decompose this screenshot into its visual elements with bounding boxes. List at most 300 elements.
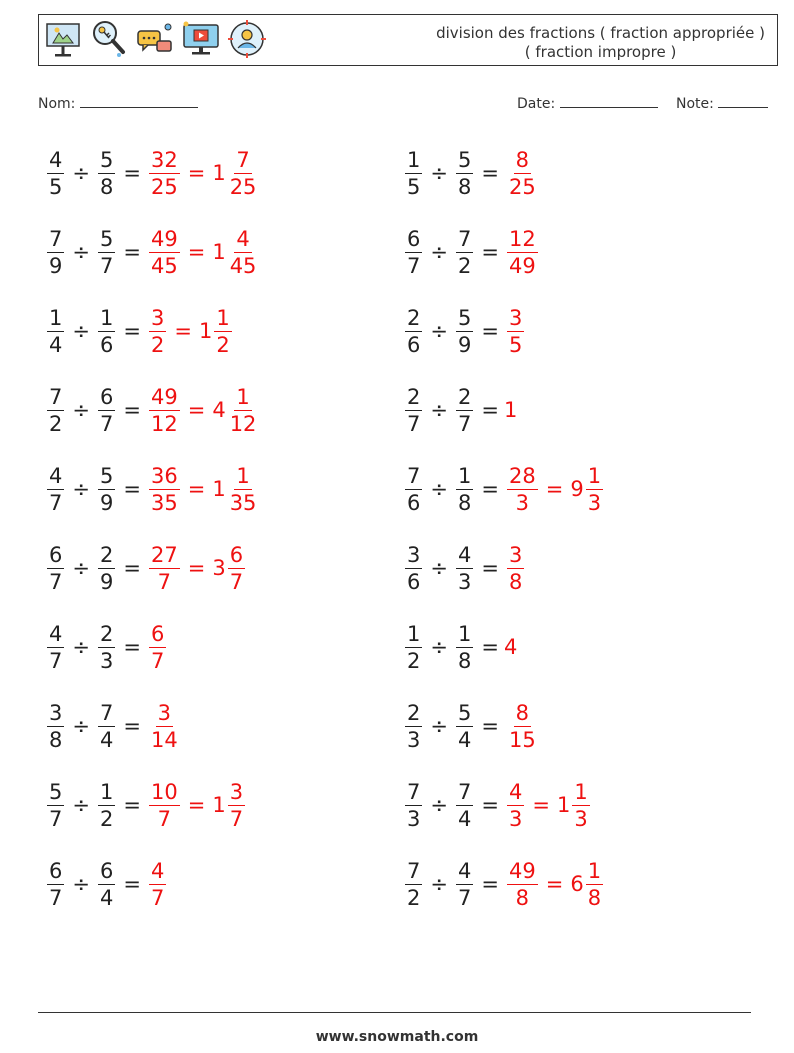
mixed-fraction-denominator: 7 (229, 806, 244, 831)
dividend-fraction-numerator: 7 (49, 384, 63, 409)
name-label: Nom: (38, 96, 76, 112)
magnifier-key-icon (89, 19, 129, 59)
dividend-fraction (405, 226, 422, 279)
answer-improper-fraction (507, 226, 538, 279)
divisor-fraction (98, 384, 115, 437)
problem-row (44, 614, 169, 680)
mixed-fraction-denominator: 8 (587, 885, 602, 910)
divisor-fraction-denominator: 7 (99, 411, 114, 436)
answer-improper-fraction-numerator: 4 (508, 779, 523, 804)
dividend-fraction (47, 621, 64, 674)
dividend-fraction-denominator: 7 (49, 806, 63, 831)
equals-sign: = (123, 319, 141, 343)
divide-sign: ÷ (430, 635, 448, 659)
problem-row (402, 219, 541, 285)
answer-improper-fraction-numerator: 3 (508, 542, 523, 567)
dividend-fraction (405, 700, 422, 753)
mixed-fraction-numerator: 1 (587, 858, 602, 883)
answer-improper-fraction-denominator: 7 (150, 885, 165, 910)
answer-improper-fraction-denominator: 15 (508, 727, 536, 752)
dividend-fraction-denominator: 7 (407, 411, 421, 436)
dividend-fraction (405, 621, 422, 674)
dividend-fraction-numerator: 7 (49, 226, 63, 251)
dividend-fraction (405, 858, 422, 911)
name-field (38, 94, 198, 112)
answer-improper-fraction (507, 779, 524, 832)
divisor-fraction-numerator: 2 (99, 542, 114, 567)
divide-sign: ÷ (72, 477, 90, 501)
dividend-fraction-denominator: 5 (49, 174, 63, 199)
answer-improper-fraction-numerator: 4 (150, 858, 165, 883)
footer-divider (38, 1012, 751, 1013)
answer-improper-fraction-numerator: 6 (150, 621, 165, 646)
dividend-fraction (47, 384, 64, 437)
answer-improper-fraction-denominator: 35 (150, 490, 178, 515)
answer-improper-fraction-denominator: 25 (150, 174, 178, 199)
mixed-fraction-numerator: 1 (236, 463, 250, 488)
divisor-fraction (456, 384, 473, 437)
dividend-fraction-denominator: 3 (407, 806, 421, 831)
mixed-fraction (228, 779, 245, 832)
divisor-fraction-numerator: 2 (99, 621, 114, 646)
answer-improper-fraction (149, 621, 166, 674)
divisor-fraction (456, 542, 473, 595)
answer-improper-fraction (149, 542, 180, 595)
divide-sign: ÷ (72, 793, 90, 817)
mixed-fraction-numerator: 7 (236, 147, 250, 172)
divisor-fraction (98, 779, 115, 832)
problem-row (44, 772, 248, 838)
dividend-fraction (47, 779, 64, 832)
answer-equals-sign: = (187, 477, 206, 501)
answer-equals-sign: = (187, 793, 206, 817)
mixed-fraction-numerator: 1 (587, 463, 602, 488)
answer-improper-fraction-numerator: 10 (150, 779, 178, 804)
dividend-fraction (47, 147, 64, 200)
dividend-fraction-denominator: 2 (49, 411, 63, 436)
dividend-fraction-denominator: 8 (49, 727, 63, 752)
divisor-fraction-numerator: 4 (457, 858, 472, 883)
equals-sign: = (481, 319, 499, 343)
divisor-fraction-numerator: 6 (99, 384, 114, 409)
monitor-video-icon (181, 19, 221, 59)
mixed-fraction (228, 226, 259, 279)
divisor-fraction-denominator: 4 (99, 885, 114, 910)
answer-improper-fraction-denominator: 45 (150, 253, 178, 278)
answer-improper-fraction-denominator: 3 (515, 490, 530, 515)
name-blank[interactable] (80, 94, 198, 108)
answer-improper-fraction-numerator: 49 (508, 858, 536, 883)
equals-sign: = (123, 872, 141, 896)
answer-equals-sign: = (187, 556, 206, 580)
dividend-fraction-numerator: 3 (49, 700, 63, 725)
mixed-fraction-denominator: 35 (229, 490, 257, 515)
dividend-fraction-numerator: 2 (407, 305, 421, 330)
mixed-whole: 1 (198, 319, 213, 343)
mixed-fraction-numerator: 3 (229, 779, 244, 804)
mixed-fraction-numerator: 1 (216, 305, 230, 330)
answer-improper-fraction (149, 384, 180, 437)
answer-equals-sign: = (545, 477, 564, 501)
divide-sign: ÷ (430, 556, 448, 580)
answer-improper-fraction-denominator: 25 (508, 174, 536, 199)
date-label: Date: (517, 96, 556, 112)
answer-improper-fraction-numerator: 28 (508, 463, 536, 488)
mixed-whole: 1 (212, 240, 226, 264)
dividend-fraction-denominator: 6 (407, 490, 421, 515)
dividend-fraction-denominator: 3 (407, 727, 421, 752)
note-field (676, 94, 768, 112)
divide-sign: ÷ (430, 872, 448, 896)
mixed-fraction (228, 384, 259, 437)
dividend-fraction (405, 384, 422, 437)
divisor-fraction (456, 700, 473, 753)
divide-sign: ÷ (72, 635, 90, 659)
mixed-fraction-numerator: 6 (229, 542, 244, 567)
divisor-fraction-numerator: 1 (457, 463, 472, 488)
divide-sign: ÷ (72, 161, 90, 185)
worksheet-header (38, 14, 778, 66)
answer-whole: 1 (503, 398, 518, 422)
divisor-fraction-denominator: 2 (99, 806, 114, 831)
divisor-fraction (98, 621, 115, 674)
divisor-fraction-denominator: 8 (457, 174, 472, 199)
dividend-fraction-numerator: 3 (407, 542, 421, 567)
divisor-fraction-numerator: 5 (99, 463, 114, 488)
answer-equals-sign: = (187, 161, 206, 185)
footer-website: www.snowmath.com (315, 1029, 479, 1045)
dividend-fraction (47, 463, 64, 516)
problem-row (402, 535, 527, 601)
equals-sign: = (481, 398, 499, 422)
mixed-fraction-denominator: 25 (229, 174, 257, 199)
equals-sign: = (123, 556, 141, 580)
divisor-fraction-numerator: 1 (99, 779, 114, 804)
divide-sign: ÷ (430, 240, 448, 264)
date-blank[interactable] (560, 94, 658, 108)
answer-improper-fraction-numerator: 49 (150, 384, 178, 409)
divide-sign: ÷ (430, 793, 448, 817)
mixed-fraction-denominator: 2 (216, 332, 230, 357)
divisor-fraction (456, 463, 473, 516)
dividend-fraction-denominator: 5 (407, 174, 421, 199)
equals-sign: = (123, 793, 141, 817)
divisor-fraction-denominator: 6 (99, 332, 114, 357)
equals-sign: = (481, 714, 499, 738)
title-line-2: ( fraction impropre ) (524, 43, 677, 61)
problem-row (44, 456, 261, 522)
answer-improper-fraction-numerator: 32 (150, 147, 178, 172)
dividend-fraction-numerator: 1 (407, 621, 421, 646)
equals-sign: = (481, 635, 499, 659)
equals-sign: = (123, 477, 141, 501)
divide-sign: ÷ (72, 319, 90, 343)
divisor-fraction-numerator: 6 (99, 858, 114, 883)
divisor-fraction-numerator: 1 (457, 621, 472, 646)
divisor-fraction (98, 463, 115, 516)
divide-sign: ÷ (72, 714, 90, 738)
divisor-fraction (98, 226, 115, 279)
answer-improper-fraction-numerator: 3 (150, 305, 165, 330)
dividend-fraction (405, 542, 422, 595)
divisor-fraction-denominator: 4 (99, 727, 114, 752)
divide-sign: ÷ (430, 398, 448, 422)
divisor-fraction-denominator: 3 (99, 648, 114, 673)
answer-equals-sign: = (187, 240, 206, 264)
mixed-fraction-numerator: 1 (236, 384, 250, 409)
problem-row (402, 614, 517, 680)
answer-improper-fraction-denominator: 7 (150, 648, 165, 673)
mixed-whole: 6 (570, 872, 584, 896)
problem-row (402, 851, 606, 917)
answer-equals-sign: = (187, 398, 206, 422)
answer-improper-fraction (507, 858, 538, 911)
dividend-fraction (405, 305, 422, 358)
divisor-fraction-denominator: 4 (457, 806, 472, 831)
answer-improper-fraction (149, 779, 180, 832)
equals-sign: = (481, 793, 499, 817)
divisor-fraction-numerator: 5 (99, 147, 114, 172)
answer-improper-fraction-numerator: 8 (515, 147, 530, 172)
answer-improper-fraction-denominator: 8 (515, 885, 530, 910)
chat-bubbles-icon (135, 19, 175, 59)
dividend-fraction-numerator: 2 (407, 384, 421, 409)
answer-improper-fraction-numerator: 12 (508, 226, 536, 251)
dividend-fraction-numerator: 1 (49, 305, 63, 330)
equals-sign: = (481, 872, 499, 896)
dividend-fraction (47, 858, 64, 911)
divisor-fraction (456, 305, 473, 358)
equals-sign: = (123, 161, 141, 185)
equals-sign: = (481, 240, 499, 264)
answer-improper-fraction-numerator: 49 (150, 226, 178, 251)
divisor-fraction-denominator: 9 (99, 569, 114, 594)
dividend-fraction-denominator: 2 (407, 648, 421, 673)
answer-improper-fraction-denominator: 3 (508, 806, 523, 831)
mixed-fraction (586, 858, 603, 911)
divisor-fraction (456, 858, 473, 911)
mixed-fraction-denominator: 12 (229, 411, 257, 436)
divisor-fraction-numerator: 5 (457, 147, 472, 172)
divisor-fraction-denominator: 8 (457, 648, 472, 673)
divisor-fraction (98, 542, 115, 595)
answer-improper-fraction-denominator: 5 (508, 332, 523, 357)
divide-sign: ÷ (72, 398, 90, 422)
divisor-fraction (456, 621, 473, 674)
problem-row (402, 693, 541, 759)
mixed-whole: 3 (212, 556, 226, 580)
divisor-fraction (98, 305, 115, 358)
mixed-fraction-denominator: 7 (229, 569, 244, 594)
answer-improper-fraction-denominator: 2 (150, 332, 165, 357)
answer-improper-fraction-numerator: 8 (515, 700, 530, 725)
problem-row (402, 377, 517, 443)
mixed-fraction (586, 463, 603, 516)
divisor-fraction-numerator: 5 (99, 226, 114, 251)
date-field (517, 94, 658, 112)
equals-sign: = (481, 556, 499, 580)
divisor-fraction-numerator: 2 (457, 384, 472, 409)
note-label: Note: (676, 96, 714, 112)
divisor-fraction-denominator: 3 (457, 569, 472, 594)
dividend-fraction-numerator: 5 (49, 779, 63, 804)
answer-improper-fraction-numerator: 36 (150, 463, 178, 488)
equals-sign: = (123, 714, 141, 738)
presentation-board-icon (43, 19, 83, 59)
divisor-fraction-numerator: 7 (457, 779, 472, 804)
divisor-fraction-numerator: 7 (99, 700, 114, 725)
dividend-fraction-numerator: 6 (49, 858, 63, 883)
problem-row (402, 140, 541, 206)
dividend-fraction (405, 147, 422, 200)
divisor-fraction-denominator: 9 (99, 490, 114, 515)
mixed-whole: 1 (212, 161, 226, 185)
divisor-fraction-denominator: 7 (457, 411, 472, 436)
dividend-fraction-numerator: 7 (407, 463, 421, 488)
answer-improper-fraction-denominator: 49 (508, 253, 536, 278)
dividend-fraction-numerator: 4 (49, 621, 63, 646)
dividend-fraction (47, 226, 64, 279)
dividend-fraction (47, 305, 64, 358)
answer-improper-fraction (149, 226, 180, 279)
user-target-icon (227, 19, 267, 59)
mixed-fraction (228, 542, 245, 595)
divisor-fraction-denominator: 7 (457, 885, 472, 910)
dividend-fraction-numerator: 6 (49, 542, 63, 567)
answer-improper-fraction (149, 463, 180, 516)
answer-improper-fraction-denominator: 7 (157, 569, 172, 594)
dividend-fraction-denominator: 4 (49, 332, 63, 357)
title-line-1: division des fractions ( fraction appropriée ) (436, 24, 765, 42)
divisor-fraction-numerator: 1 (99, 305, 114, 330)
answer-equals-sign: = (174, 319, 192, 343)
answer-improper-fraction-denominator: 14 (150, 727, 178, 752)
divisor-fraction-denominator: 8 (99, 174, 114, 199)
divisor-fraction (456, 226, 473, 279)
answer-improper-fraction (149, 305, 166, 358)
dividend-fraction (47, 700, 64, 753)
divisor-fraction-denominator: 4 (457, 727, 472, 752)
dividend-fraction-denominator: 7 (49, 648, 63, 673)
problem-row (44, 535, 248, 601)
mixed-fraction (228, 147, 259, 200)
mixed-whole: 1 (212, 477, 226, 501)
divisor-fraction-denominator: 2 (457, 253, 472, 278)
problem-row (44, 219, 261, 285)
mixed-whole: 4 (212, 398, 226, 422)
mixed-whole: 9 (570, 477, 584, 501)
divisor-fraction-numerator: 5 (457, 305, 472, 330)
mixed-fraction-numerator: 4 (236, 226, 250, 251)
mixed-whole: 1 (212, 793, 226, 817)
equals-sign: = (481, 161, 499, 185)
divisor-fraction-denominator: 9 (457, 332, 472, 357)
mixed-fraction-denominator: 45 (229, 253, 257, 278)
divisor-fraction (456, 147, 473, 200)
divisor-fraction-numerator: 5 (457, 700, 472, 725)
divisor-fraction-numerator: 4 (457, 542, 472, 567)
answer-improper-fraction (507, 305, 524, 358)
dividend-fraction (405, 463, 422, 516)
answer-improper-fraction (507, 147, 538, 200)
answer-improper-fraction-denominator: 7 (157, 806, 172, 831)
note-blank[interactable] (718, 94, 768, 108)
dividend-fraction-denominator: 7 (49, 885, 63, 910)
answer-improper-fraction-numerator: 3 (157, 700, 172, 725)
dividend-fraction-numerator: 4 (49, 147, 63, 172)
mixed-fraction (572, 779, 589, 832)
answer-improper-fraction (507, 700, 538, 753)
dividend-fraction-denominator: 7 (407, 253, 421, 278)
dividend-fraction-denominator: 2 (407, 885, 421, 910)
divide-sign: ÷ (72, 872, 90, 896)
equals-sign: = (481, 477, 499, 501)
divisor-fraction-denominator: 8 (457, 490, 472, 515)
mixed-fraction (214, 305, 231, 358)
answer-improper-fraction-numerator: 27 (150, 542, 178, 567)
dividend-fraction-denominator: 7 (49, 569, 63, 594)
dividend-fraction-numerator: 4 (49, 463, 63, 488)
equals-sign: = (123, 635, 141, 659)
worksheet-title (436, 24, 765, 62)
dividend-fraction-numerator: 6 (407, 226, 421, 251)
divisor-fraction (98, 147, 115, 200)
dividend-fraction-denominator: 6 (407, 332, 421, 357)
answer-equals-sign: = (545, 872, 564, 896)
divide-sign: ÷ (430, 319, 448, 343)
dividend-fraction-numerator: 2 (407, 700, 421, 725)
divide-sign: ÷ (430, 714, 448, 738)
answer-improper-fraction (507, 542, 524, 595)
mixed-fraction (228, 463, 259, 516)
divisor-fraction-numerator: 7 (457, 226, 472, 251)
answer-improper-fraction-denominator: 8 (508, 569, 523, 594)
divide-sign: ÷ (430, 477, 448, 501)
answer-improper-fraction (149, 858, 166, 911)
equals-sign: = (123, 240, 141, 264)
divide-sign: ÷ (72, 240, 90, 264)
answer-improper-fraction (149, 700, 180, 753)
equals-sign: = (123, 398, 141, 422)
problem-row (402, 298, 527, 364)
answer-improper-fraction (149, 147, 180, 200)
mixed-fraction-denominator: 3 (587, 490, 602, 515)
divisor-fraction (98, 700, 115, 753)
problem-row (402, 772, 593, 838)
dividend-fraction-numerator: 1 (407, 147, 421, 172)
mixed-fraction-numerator: 1 (574, 779, 588, 804)
divisor-fraction (456, 779, 473, 832)
dividend-fraction-denominator: 6 (407, 569, 421, 594)
problem-row (44, 377, 261, 443)
answer-improper-fraction-denominator: 12 (150, 411, 178, 436)
divide-sign: ÷ (72, 556, 90, 580)
problem-row (44, 851, 169, 917)
dividend-fraction (47, 542, 64, 595)
divisor-fraction-denominator: 7 (99, 253, 114, 278)
mixed-fraction-denominator: 3 (574, 806, 588, 831)
answer-equals-sign: = (532, 793, 550, 817)
problem-row (44, 298, 235, 364)
dividend-fraction-denominator: 9 (49, 253, 63, 278)
dividend-fraction-numerator: 7 (407, 779, 421, 804)
divisor-fraction (98, 858, 115, 911)
mixed-whole: 1 (556, 793, 571, 817)
header-icons (43, 19, 267, 59)
problem-row (44, 140, 261, 206)
answer-whole: 4 (503, 635, 518, 659)
problem-row (44, 693, 183, 759)
